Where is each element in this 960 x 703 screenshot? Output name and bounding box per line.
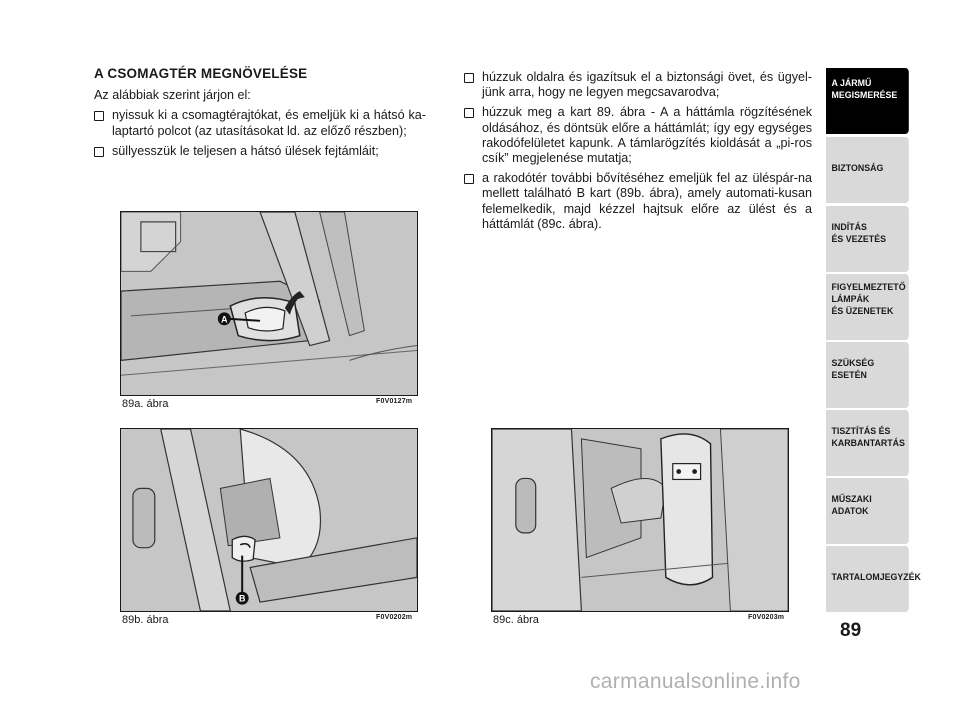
side-tab-label: BIZTONSÁG — [831, 163, 884, 174]
checkbox-bullet-icon — [464, 73, 474, 83]
figure-89b-illustration — [121, 429, 417, 611]
figure-marker-b: B — [238, 593, 246, 604]
side-tab-label: LÁMPÁK — [831, 294, 870, 305]
side-tab-maintenance[interactable] — [826, 410, 909, 476]
side-tab-emergency[interactable] — [826, 342, 909, 408]
checkbox-bullet-icon — [464, 174, 474, 184]
side-tab-label: A JÁRMŰ — [831, 78, 872, 89]
figure-89c-folded-seat — [491, 428, 789, 612]
side-tab-label: TISZTÍTÁS ÉS — [831, 426, 891, 437]
side-tab-label: ÉS VEZETÉS — [831, 234, 886, 245]
bullet-item — [464, 105, 812, 166]
bullet-text: húzzuk oldalra és igazítsuk el a biztonsági övet, és ügyel-jünk arra, hogy ne legyen megcsavarodva; — [482, 70, 812, 100]
figure-89a-illustration — [121, 212, 417, 395]
bullet-item — [94, 144, 426, 159]
side-tab-label: ADATOK — [831, 506, 869, 517]
side-tab-label: FIGYELMEZTETŐ — [831, 282, 906, 293]
side-tab-table-of-contents[interactable] — [826, 546, 921, 612]
side-tab-label: ÉS ÜZENETEK — [831, 306, 894, 317]
figure-89a-seat-lever — [120, 211, 418, 396]
bullet-text: húzzuk meg a kart 89. ábra - A a háttámla rögzítésének oldásához, és döntsük előre a háttámlát; így egy egységes rakodófelületet kapunk. A támlarögzítés kioldását a „pi-ros csík” megjelenése mutatja; — [482, 105, 812, 166]
figure-code: F0V0203m — [748, 614, 785, 621]
figure-caption: 89b. ábra — [122, 614, 169, 626]
figure-89c-illustration — [492, 429, 788, 611]
bullet-text: nyissuk ki a csomagtérajtókat, és emeljük ki a hátsó ka-laptartó polcot (az utasításokat ld. az előző részben); — [112, 108, 426, 138]
section-heading: A CSOMAGTÉR MEGNÖVELÉSE — [94, 66, 308, 81]
bullet-text: süllyesszük le teljesen a hátsó ülések fejtámláit; — [112, 143, 379, 158]
right-text-column — [464, 70, 812, 237]
side-tab-label: INDÍTÁS — [831, 222, 867, 233]
page-number: 89 — [840, 620, 862, 641]
side-tab-label: MŰSZAKI — [831, 494, 872, 505]
checkbox-bullet-icon — [464, 108, 474, 118]
side-tab-warning-lights[interactable] — [826, 274, 909, 340]
figure-caption: 89a. ábra — [122, 398, 169, 410]
watermark: carmanualsonline.info — [590, 670, 801, 693]
side-tab-label: KARBANTARTÁS — [831, 438, 905, 449]
side-tab-label: TARTALOMJEGYZÉK — [831, 572, 921, 583]
bullet-item — [464, 70, 812, 100]
side-tab-label: SZÜKSÉG — [831, 358, 875, 369]
bullet-item — [464, 171, 812, 232]
bullet-item — [94, 108, 426, 138]
side-tab-label: MEGISMERÉSE — [831, 90, 898, 101]
side-tab-safety[interactable] — [826, 137, 909, 203]
side-tab-technical-data[interactable] — [826, 478, 909, 544]
figure-89b-seat-cushion-lever — [120, 428, 418, 612]
side-tab-vehicle-overview[interactable] — [826, 68, 909, 134]
figure-caption: 89c. ábra — [493, 614, 539, 626]
side-tab-starting-driving[interactable] — [826, 206, 909, 272]
figure-code: F0V0127m — [376, 398, 413, 405]
bullet-text: a rakodótér további bővítéséhez emeljük fel az üléspár-na mellett található B kart (89b. ábra), amely automati-kusan felemelkedik, majd kézzel hajtsuk előre az ülést és a háttámlát (89c. ábra). — [482, 171, 812, 231]
side-tab-label: ESETÉN — [831, 370, 867, 381]
checkbox-bullet-icon — [94, 147, 104, 157]
left-text-column — [94, 66, 426, 164]
checkbox-bullet-icon — [94, 111, 104, 121]
figure-marker-a: A — [221, 314, 228, 325]
intro-text: Az alábbiak szerint járjon el: — [94, 88, 251, 103]
figure-code: F0V0202m — [376, 614, 413, 621]
